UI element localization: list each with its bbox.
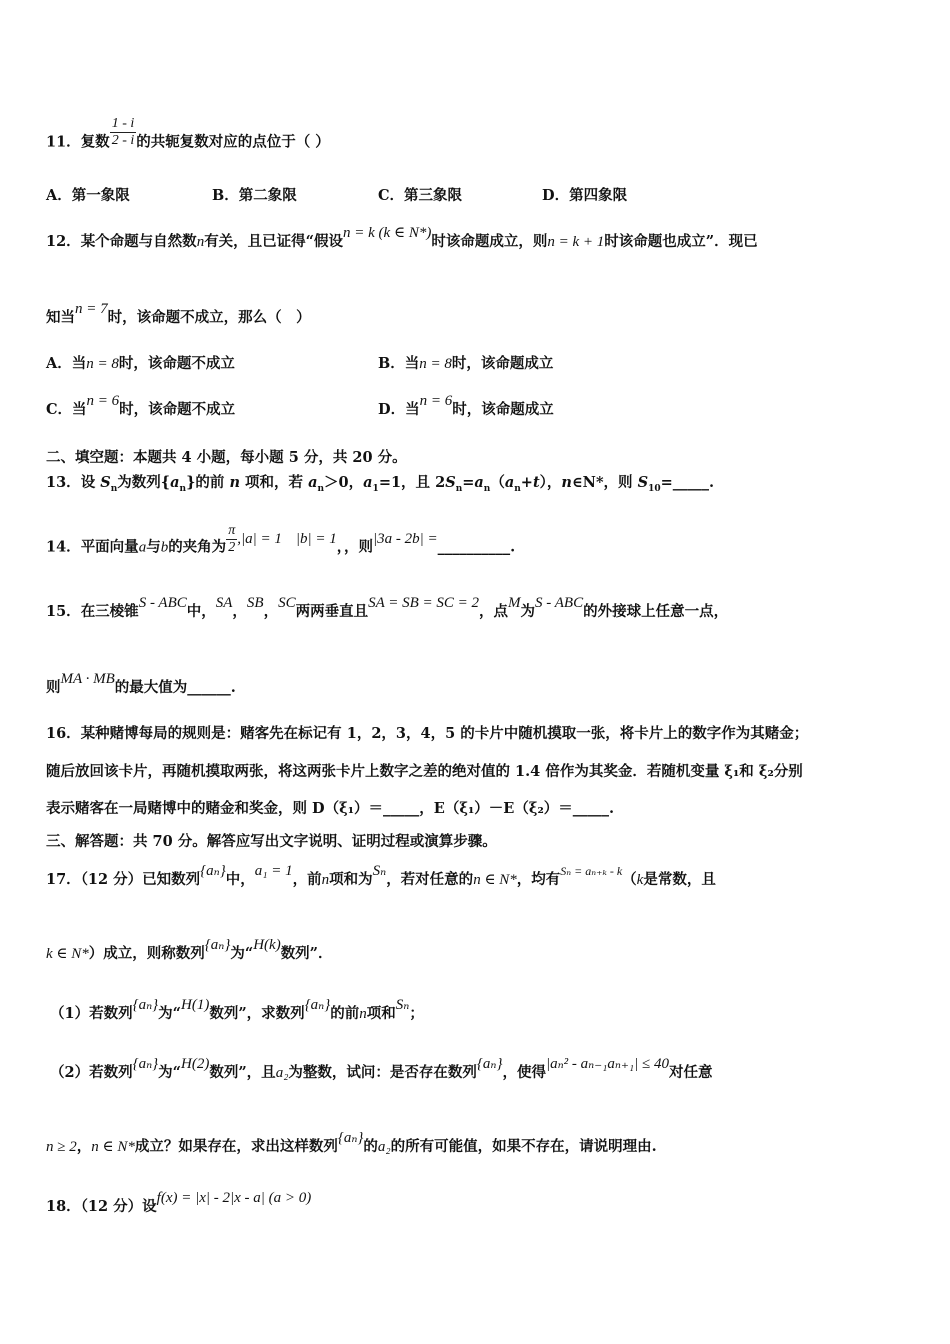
option-d: D．第四象限: [542, 187, 628, 204]
math-var: S: [100, 474, 111, 491]
math-expression: a₂: [377, 1139, 391, 1155]
math-expression: Sₙ = aₙ₊ₖ - k: [560, 864, 623, 878]
q16-text: 某种赌博每局的规则是：赌客先在标记有 1，2，3，4，5 的卡片中随机摸取一张，将卡片上的数字作为其赌金；: [80, 725, 809, 742]
math-expression: |b| = 1: [295, 530, 337, 547]
math-expression: {aₙ}: [337, 1130, 364, 1146]
q13-text: （: [490, 474, 505, 491]
math-expression: a₁ = 1: [254, 863, 293, 879]
q13-text: 为数列{: [117, 474, 171, 491]
option-b: B．第二象限: [212, 187, 297, 204]
option-text: 时，该命题不成立: [119, 401, 236, 418]
math-expression: n = 8: [86, 356, 119, 372]
q17-text: ；: [409, 1005, 424, 1022]
q13-text: }的前: [186, 474, 230, 491]
q13-text: =1，且 2: [378, 474, 446, 491]
math-expression: Sₙ: [395, 997, 410, 1013]
q11-stem: [46, 116, 330, 159]
q15-text: 的最大值为______.: [114, 679, 236, 696]
option-label: D．当: [378, 401, 420, 418]
q17-stem-line2: [46, 937, 333, 964]
question-number: 12．: [46, 233, 81, 250]
q15-text: ，点: [479, 603, 509, 620]
math-var: a: [170, 474, 180, 491]
section-heading: 二、填空题：本题共 4 小题，每小题 5 分，共 20 分。: [46, 449, 407, 466]
math-var: S: [637, 474, 649, 491]
q17-text: ，若对任意的: [386, 871, 474, 888]
question-number: 13．: [46, 474, 81, 491]
math-var: a: [138, 539, 147, 556]
q17-text: 的所有可能值，如果不存在，请说明理由.: [390, 1138, 657, 1155]
math-expression: n = 6: [419, 393, 453, 409]
q15-stem-line2: [46, 671, 236, 698]
option-text: 时，该命题不成立: [118, 355, 235, 372]
q15-text: 的外接球上任意一点，: [583, 603, 729, 620]
math-expression: SC: [278, 595, 296, 611]
q13-text: ），: [539, 474, 562, 491]
fraction: [110, 116, 137, 149]
math-expression: n = 7: [75, 301, 108, 317]
math-expression: H(2): [181, 1056, 210, 1072]
q13-text: ＞0，: [324, 474, 364, 491]
fraction-numerator: 1 - i: [111, 116, 135, 131]
option-text: 时，该命题成立: [451, 355, 554, 372]
math-expression: S - ABC: [138, 595, 187, 611]
math-var: t: [532, 474, 540, 491]
q13-text: +: [520, 474, 533, 491]
q17-text: 成立？如果存在，求出这样数列: [134, 1138, 338, 1155]
fraction: [226, 523, 237, 556]
math-expression: |3a - 2b| =: [372, 530, 438, 547]
q12-stem-line2: [46, 301, 311, 328]
math-expression: H(1): [181, 997, 210, 1013]
option-d: [378, 393, 554, 420]
math-var: n: [321, 872, 330, 888]
q15-text: 在三棱锥: [80, 603, 139, 620]
math-expression: S - ABC: [535, 595, 584, 611]
q17-part2-line2: [46, 1130, 657, 1157]
option-label: C．当: [46, 401, 87, 418]
q17-part2: [50, 1056, 713, 1083]
q12-text: 知当: [46, 309, 75, 326]
option-label: B．当: [378, 355, 420, 372]
q15-text: 则: [46, 679, 61, 696]
math-expression: {aₙ}: [204, 937, 231, 953]
q17-text: 为整数，试问：是否存在数列: [288, 1064, 477, 1081]
math-expression: f(x) = |x| - 2|x - a| (a > 0): [156, 1190, 312, 1206]
fraction-numerator: π: [228, 523, 236, 538]
question-number: 11．: [46, 133, 81, 151]
math-expression: k ∈ N*: [46, 946, 89, 962]
math-expression: n ∈ N*: [473, 872, 517, 888]
math-expression: n = k + 1: [547, 234, 605, 250]
q15-text: ，: [263, 603, 279, 620]
q17-text: ，均有: [516, 871, 561, 888]
score: （12 分）: [80, 1198, 143, 1215]
q14-text: ，，则: [336, 538, 373, 556]
q18-stem: [46, 1190, 312, 1217]
option-b: [378, 354, 553, 374]
q13-text: 项和，若: [239, 474, 309, 491]
q12-stem-line1: [46, 225, 758, 252]
math-expression: SA = SB = SC = 2: [368, 595, 480, 611]
answer-blank: =_____.: [660, 474, 715, 491]
answer-blank: __________.: [437, 538, 516, 556]
part-label: （1）若数列: [50, 1005, 133, 1022]
fraction-denominator: 2: [228, 540, 236, 555]
q11-text: 复数: [80, 133, 110, 151]
math-var: k: [636, 872, 644, 888]
math-expression: n = k (k ∈ N*): [343, 225, 432, 241]
q15-text: 两两垂直且: [295, 603, 369, 620]
q12-text: 有关，且已证得“假设: [204, 233, 344, 250]
q17-text: 对任意: [668, 1064, 713, 1081]
question-number: 15．: [46, 603, 81, 620]
q17-text: 项和为: [329, 871, 373, 888]
math-expression: ,|a| = 1: [237, 530, 282, 547]
q17-text: ，前: [292, 871, 322, 888]
math-expression: n ≥ 2: [46, 1139, 77, 1155]
q13-text: ∈N*，则: [571, 474, 638, 491]
option-label: A．当: [46, 355, 87, 372]
math-expression: n = 8: [419, 356, 452, 372]
question-number: 17．: [46, 871, 81, 888]
math-var: n: [561, 474, 572, 491]
q15-stem-line1: [46, 595, 729, 622]
math-var: n: [359, 1006, 367, 1022]
q14-text: 的夹角为: [168, 538, 227, 556]
q11-text: 的共轭复数对应的点位于（ ）: [136, 133, 330, 151]
math-expression: {aₙ}: [132, 1056, 159, 1072]
q15-text: 为: [520, 603, 536, 620]
math-expression: {aₙ}: [200, 863, 226, 879]
math-expression: {aₙ}: [132, 997, 159, 1013]
q17-text: 是常数，且: [643, 871, 716, 888]
q12-text: 某个命题与自然数: [80, 233, 197, 250]
question-number: 18．: [46, 1198, 81, 1215]
q17-text: ）成立，则称数列: [88, 945, 205, 962]
fraction-denominator: 2 - i: [111, 133, 135, 148]
q16-line2: 随后放回该卡片，再随机摸取两张，将这两张卡片上数字之差的绝对值的 1.4 倍作为其奖金．若随机变量 ξ₁和 ξ₂分别: [46, 763, 803, 780]
q17-text: ，: [76, 1138, 92, 1155]
q14-stem: [46, 523, 516, 564]
math-expression: |aₙ² - aₙ₋₁aₙ₊₁| ≤ 40: [545, 1056, 669, 1072]
q17-text: 已知数列: [142, 871, 201, 888]
score: （12 分）: [80, 871, 143, 888]
q17-text: ，使得: [502, 1064, 546, 1081]
q18-text: 设: [142, 1198, 157, 1215]
math-expression: M: [508, 595, 521, 611]
q15-text: ，: [232, 603, 247, 620]
q13-stem: 13．设 $S_n$为数列$\{a_n\}$的前 n 项和，若 $a_n>0$，$a_1=1$，且 $2S_n=a_n(a_n+t)$，n∈N*，则 $S_{10}=\_\_\_\_\_$.: [46, 474, 715, 494]
q16-line1: [46, 724, 808, 744]
question-number: 16．: [46, 725, 81, 742]
q17-text: 中，: [225, 871, 255, 888]
q17-text: 为“: [158, 1064, 182, 1081]
q15-text: 中，: [186, 603, 216, 620]
q13-text: =: [462, 474, 475, 491]
question-number: 14．: [46, 538, 81, 556]
math-expression: SA: [215, 595, 233, 611]
q17-text: （: [622, 871, 637, 888]
q17-text: 项和: [366, 1005, 396, 1022]
q17-text: 为“: [230, 945, 254, 962]
math-expression: a₂: [275, 1065, 289, 1081]
math-expression: {aₙ}: [476, 1056, 503, 1072]
math-expression: {aₙ}: [304, 997, 331, 1013]
option-a: A．第一象限: [46, 187, 130, 204]
math-var: n: [196, 234, 205, 250]
q17-text: 为“: [158, 1005, 182, 1022]
section-heading: 三、解答题：共 70 分。解答应写出文字说明、证明过程或演算步骤。: [46, 833, 497, 850]
q12-text: 时，该命题不成立，那么（ ）: [107, 309, 311, 326]
part-label: （2）若数列: [50, 1064, 133, 1081]
q17-text: 数列”．: [280, 945, 333, 962]
math-var: b: [160, 539, 169, 556]
q12-text: 时该命题成立，则: [431, 233, 548, 250]
q17-text: 数列”，求数列: [209, 1005, 305, 1022]
subscript: 10: [648, 483, 661, 494]
q14-text: 平面向量: [80, 538, 139, 556]
q17-stem-line1: [46, 863, 716, 890]
option-text: 时，该命题成立: [452, 401, 554, 418]
option-c: C．第三象限: [378, 187, 463, 204]
math-expression: SB: [246, 595, 264, 611]
math-expression: H(k): [253, 937, 281, 953]
q17-part1: [50, 997, 424, 1024]
q16-line3: 表示赌客在一局赌博中的赌金和奖金，则 D（ξ₁）＝_____，E（ξ₁）－E（ξ₂）＝_____.: [46, 800, 615, 817]
math-expression: Sₙ: [372, 863, 387, 879]
q17-text: 数列”，且: [209, 1064, 276, 1081]
option-c: [46, 393, 236, 420]
math-expression: MA · MB: [60, 671, 115, 687]
q17-text: 的前: [330, 1005, 360, 1022]
math-expression: n ∈ N*: [91, 1139, 135, 1155]
q14-text: 与: [146, 538, 161, 556]
math-var: a: [363, 474, 373, 491]
math-expression: n = 6: [86, 393, 120, 409]
q17-text: 的: [363, 1138, 378, 1155]
q13-text: 设: [80, 474, 101, 491]
q12-text: 时该命题也成立”．现已: [604, 233, 758, 250]
option-a: [46, 354, 235, 374]
